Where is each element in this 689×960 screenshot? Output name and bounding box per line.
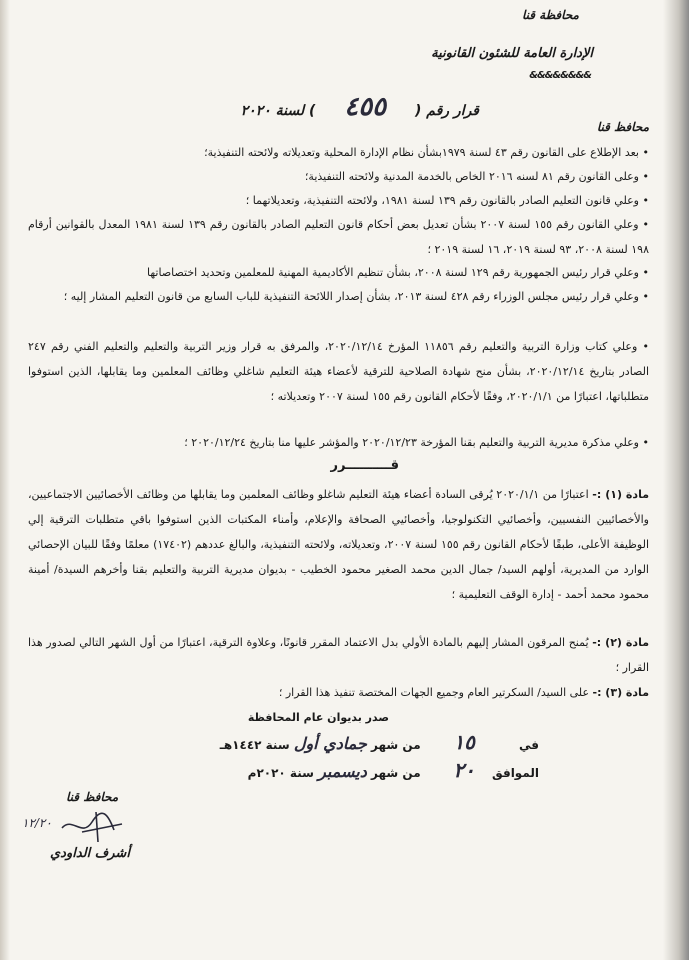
department-header: الإدارة العامة للشئون القانونية (431, 46, 593, 61)
article-3 (28, 680, 649, 705)
preamble-item: • وعلي قانون التعليم الصادر بالقانون رقم ١٣٩ لسنة ١٩٨١، ولائحته التنفيذية، وتعديلاتهما ؛ (28, 188, 649, 213)
article-text: اعتبارًا من ٢٠٢٠/١/١ يُرقى السادة أعضاء هيئة التعليم شاغلو وظائف المعلمين وما يقابلها من وظائف الأخصائيين الاجتماعيين، والأخصائيين النفسيين، وأخصائيي التكنولوجيا، وأخصائيي الصحافة والإعلام، وأمناء المكتبات الذين استوفوا باقي متطلبات الترقية إلي الوظيفة الأعلى، طبقًا لأحكام القانون رقم ١٥٥ لسنة ٢٠٠٧، وتعديلاته، ولائحته التنفيذية، والبالغ عددهم (١٧٤٠٢) معلمًا وفقًا للبيان الإحصائي الوارد من المديرية، أولهم السيد/ جمال الدين محمد الصغير محمود الخطيب - بديوان مديرية التربية والتعليم بقنا وأخرهم السيدة/ أمينة محمود محمد أحمد - إدارة الوقف التعليمية ؛ (28, 488, 650, 601)
preamble-item: • وعلي قرار رئيس الجمهورية رقم ١٢٩ لسنة ٢٠٠٨، بشأن تنظيم الأكاديمية المهنية للمعلمين وتحديد اختصاصاتها (28, 260, 649, 285)
article-text: على السيد/ السكرتير العام وجميع الجهات المختصة تنفيذ هذا القرار ؛ (278, 686, 590, 699)
hijri-date (220, 730, 539, 754)
preamble-item: • وعلي قرار رئيس مجلس الوزراء رقم ٤٢٨ لسنة ٢٠١٣، بشأن إصدار اللائحة التنفيذية للباب السابع من قانون التعليم المشار إليه ؛ (28, 284, 649, 309)
decree-title (241, 92, 479, 122)
gregorian-month-prefix: من شهر (371, 766, 421, 780)
decree-suffix: ) لسنة ٢٠٢٠ (240, 103, 316, 119)
decides-heading: قــــــــــرر (330, 458, 399, 473)
preamble-item: • وعلى القانون رقم ٨١ لسنه ٢٠١٦ الخاص بالخدمة المدنية ولائحته التنفيذية؛ (28, 164, 649, 189)
signature-date-scrawl: ١٢/٢٠ (22, 816, 52, 830)
issued-line: صدر بديوان عام المحافظة (247, 711, 389, 724)
article-label: مادة (٢) :- (592, 636, 650, 649)
scan-left-edge (0, 0, 10, 960)
hijri-month-prefix: من شهر (371, 738, 421, 752)
hijri-year: سنة ١٤٤٢هـ (219, 738, 290, 752)
signature-scrawl-icon (52, 808, 132, 850)
preamble-item: • بعد الإطلاع على القانون رقم ٤٣ لسنة ١٩٧٩بشأن نظام الإدارة المحلية وتعديلاته ولائحته التنفيذية؛ (28, 140, 649, 165)
article-label: مادة (٣) :- (592, 686, 649, 699)
governorate-header: محافظة قنا (521, 8, 579, 22)
gregorian-day: ٢٠ (453, 758, 475, 782)
preamble-item: • وعلي كتاب وزارة التربية والتعليم رقم ١١٨٥٦ المؤرخ ٢٠٢٠/١٢/١٤، والمرفق به قرار وزير التربية والتعليم والتعليم الفني رقم ٢٤٧ الصادر بتاريخ ٢٠٢٠/١٢/١٤، بشأن منح شهادة الصلاحية للترقية لأعضاء هيئة التعليم شاغلي وظائف المعلمين وما يقابلها، الذين استوفوا متطلباتها، اعتبارًا من ٢٠٢٠/١/١، وفقًا لأحكام القانون رقم ١٥٥ لسنة ٢٠٠٧ وتعديلاته ؛ (28, 334, 649, 409)
signature-title: محافظ قنا (66, 790, 119, 804)
gregorian-month: ديسمبر (318, 762, 367, 781)
hijri-month: جمادي أول (293, 734, 367, 753)
decree-prefix: قرار رقم ( (415, 103, 479, 119)
article-1 (28, 482, 649, 607)
hijri-date-label: في (519, 738, 539, 752)
article-text: يُمنح المرقون المشار إليهم بالمادة الأولي بدل الاعتماد المقرر قانونًا، وعلاوة الترقية، اعتبارًا من أول الشهر التالي لصدور هذا القرار ؛ (28, 636, 649, 674)
preamble-item: • وعلي مذكرة مديرية التربية والتعليم بقنا المؤرخة ٢٠٢٠/١٢/٢٣ والمؤشر عليها منا بتاريخ ٢٠٢٠/١٢/٢٤ ؛ (28, 430, 649, 455)
header-marks: &&&&&&&& (529, 70, 591, 81)
signatory-name: أشرف الداودي (50, 846, 130, 861)
article-2 (28, 630, 649, 680)
governor-intro: محافظ قنا (596, 120, 649, 134)
decree-number: ٤٥٥ (344, 92, 387, 122)
gregorian-year: سنة ٢٠٢٠م (247, 766, 314, 780)
gregorian-date-label: الموافق (492, 766, 539, 780)
article-label: مادة (١) :- (592, 488, 650, 501)
hijri-day: ١٥ (453, 730, 475, 754)
preamble-item: • وعلي القانون رقم ١٥٥ لسنة ٢٠٠٧ بشأن تعديل بعض أحكام قانون التعليم الصادر بالقانون رقم ١٣٩ لسنة ١٩٨١ المعدل بالقوانين أرقام ١٩٨ لسنة ٢٠٠٨، ٩٣ لسنة ٢٠١٩، ١٦ لسنة ٢٠١٩ ؛ (28, 212, 649, 262)
gregorian-date (248, 758, 539, 782)
scan-edge-shadow (663, 0, 689, 960)
